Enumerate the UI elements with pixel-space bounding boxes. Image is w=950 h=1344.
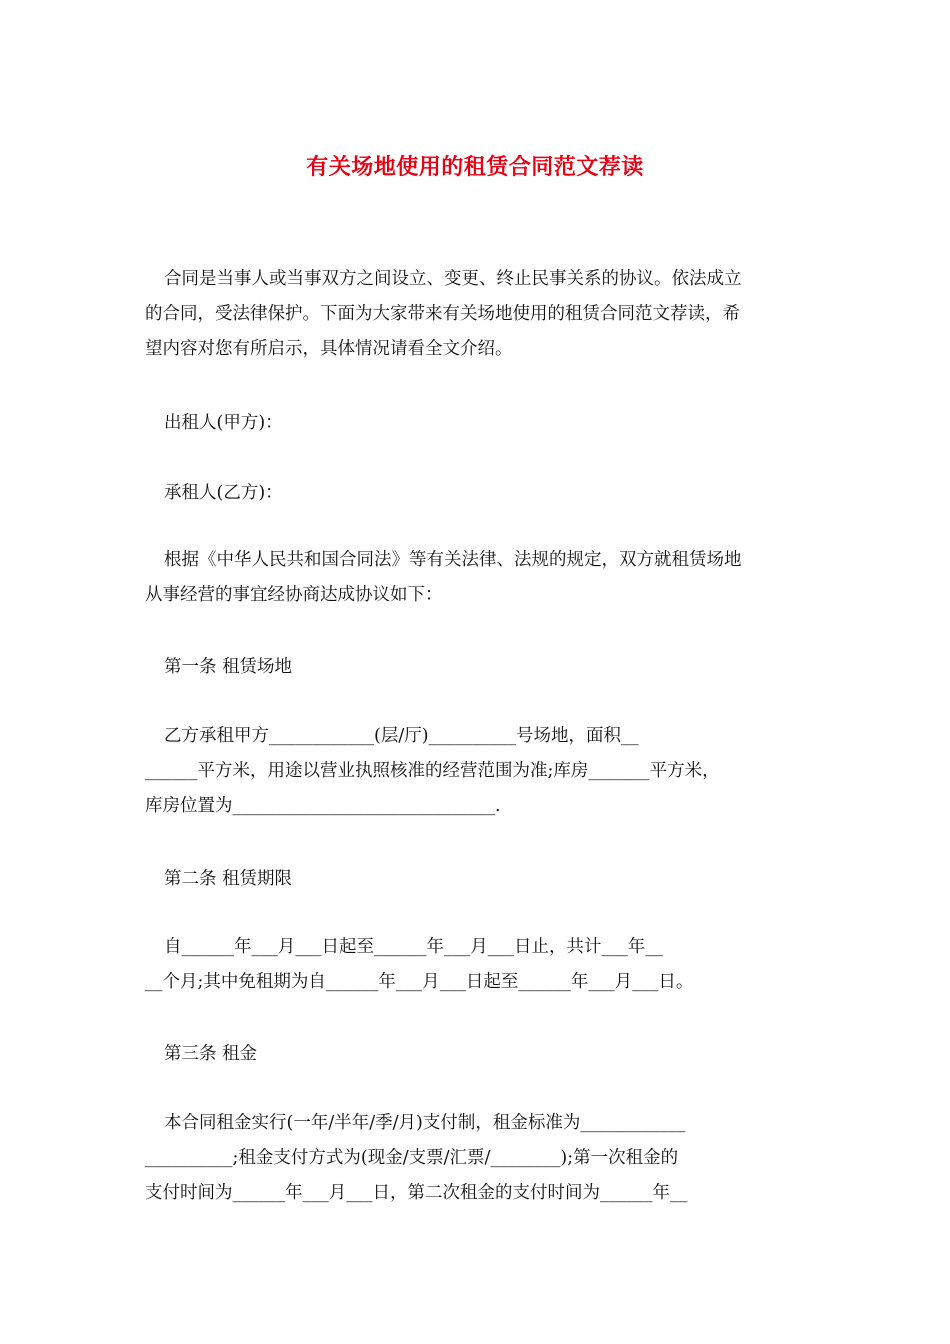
article1-line-3: 库房位置为______________________________. [145, 796, 501, 816]
intro-line-2: 的合同，受法律保护。下面为大家带来有关场地使用的租赁合同范文荐读，希 [145, 304, 740, 324]
article1-heading-block [145, 650, 805, 685]
intro-line-3: 望内容对您有所启示，具体情况请看全文介绍。 [145, 339, 513, 359]
article3-line-3: 支付时间为______年___月___日，第二次租金的支付时间为______年__ [145, 1183, 688, 1203]
article1-paragraph [145, 719, 805, 824]
article2-paragraph [145, 930, 805, 1000]
intro-paragraph [145, 262, 805, 367]
article1-heading: 第一条 租赁场地 [164, 657, 293, 677]
lessee-label: 承租人(乙方)： [164, 483, 283, 503]
intro-line-1: 合同是当事人或当事双方之间设立、变更、终止民事关系的协议。依法成立 [164, 269, 742, 289]
article1-line-1: 乙方承租甲方____________(层/厅)__________号场地，面积__ [164, 726, 639, 746]
article3-line-1: 本合同租金实行(一年/半年/季/月)支付制，租金标准为____________ [164, 1113, 686, 1133]
article2-line-1: 自______年___月___日起至______年___月___日止，共计___年__ [164, 937, 663, 957]
article2-heading-block [145, 862, 805, 897]
lessee-line [145, 476, 805, 511]
basis-line-2: 从事经营的事宜经协商达成协议如下： [145, 585, 443, 605]
article3-line-2: __________;租金支付方式为(现金/支票/汇票/________);第一次租金的 [145, 1148, 679, 1168]
article3-paragraph [145, 1106, 805, 1211]
article2-heading: 第二条 租赁期限 [164, 869, 293, 889]
article3-heading-block [145, 1037, 805, 1072]
article2-line-2: __个月;其中免租期为自______年___月___日起至______年___月___日。 [145, 972, 694, 992]
document-title: 有关场地使用的租赁合同范文荐读 [306, 155, 644, 180]
lessor-label: 出租人(甲方)： [164, 413, 283, 433]
article3-heading: 第三条 租金 [164, 1044, 258, 1064]
basis-paragraph [145, 543, 805, 613]
article1-line-2: ______平方米，用途以营业执照核准的经营范围为准;库房_______平方米， [145, 761, 720, 781]
lessor-line [145, 406, 805, 441]
basis-line-1: 根据《中华人民共和国合同法》等有关法律、法规的规定，双方就租赁场地 [164, 550, 742, 570]
